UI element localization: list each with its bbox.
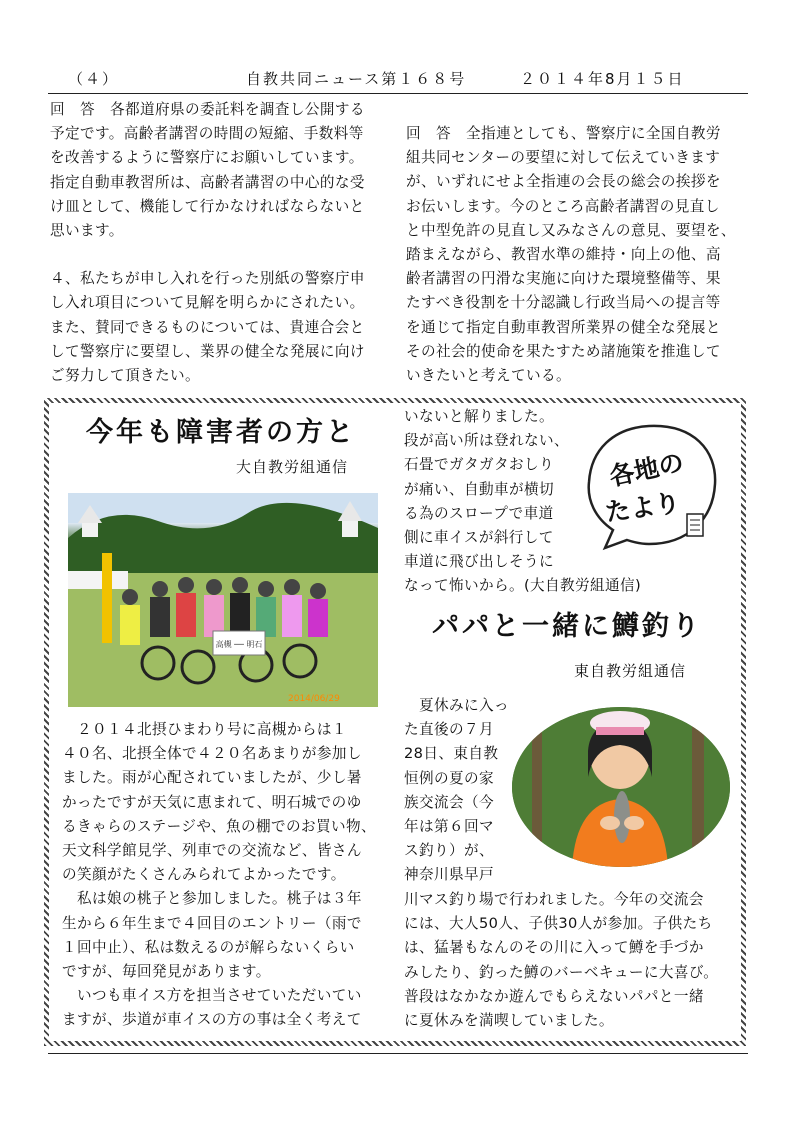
text-line: 齢者講習の円滑な実施に向けた環境整備等、果 — [406, 270, 721, 288]
text-line: かったですが天気に恵まれて、明石城でのゆ — [62, 793, 362, 811]
text-line: 石畳でガタガタおしり — [404, 456, 554, 474]
footer-rule — [48, 1053, 748, 1054]
text-line: に夏休みを満喫していました。 — [404, 1012, 614, 1030]
photo-date-stamp: 2014/06/29 — [288, 694, 340, 704]
text-line: 指定自動車教習所は、高齢者講習の中心的な受 — [50, 173, 365, 191]
text-line: るきゃらのステージや、魚の棚でのお買い物、 — [62, 817, 376, 835]
text-line: たすべき役割を十分認識し行政当局への提言等 — [406, 294, 721, 312]
text-line: 族交流会（今 — [404, 793, 494, 811]
text-line: の笑顔がたくさんみられてよかったです。 — [62, 866, 346, 884]
page-number: （４） — [68, 70, 120, 88]
text-line: る為のスロープで車道 — [404, 504, 554, 522]
badge-line2: たより — [603, 487, 682, 528]
article2-body-wide — [404, 888, 744, 1033]
article1-body — [62, 718, 402, 1033]
header-rule — [48, 93, 748, 94]
text-line — [50, 243, 400, 267]
text-line: 回 答 各都道府県の委託料を調査し公開する — [50, 101, 365, 118]
text-line: 神奈川県早戸 — [404, 866, 494, 884]
text-line: 思います。 — [50, 222, 124, 240]
article2-title: パパと一緒に鱒釣り — [432, 611, 702, 642]
text-line: ですが、毎回発見があります。 — [62, 963, 271, 981]
text-line: が痛い、自動車が横切 — [404, 480, 554, 498]
text-line: ２０１４北摂ひまわり号に高槻からは１ — [62, 721, 347, 738]
newsletter-title: 自教共同ニュース第１６８号 — [246, 70, 467, 88]
text-line: た直後の７月 — [404, 721, 494, 739]
text-line: ス釣り）が、 — [404, 842, 494, 860]
text-line: には、大人50人、子供30人が参加。子供たち — [404, 915, 713, 933]
text-line: １回中止）、私は数えるのが解らないくらい — [62, 938, 355, 956]
girl-photo-art — [512, 707, 730, 867]
text-line: して警察庁に要望し、業界の健全な発展に向け — [50, 342, 365, 360]
text-line: 段が高い所は登れない、 — [404, 432, 569, 450]
text-line: その社会的使命を果たすため諸施策を推進して — [406, 342, 721, 360]
text-line: いつも車イス方を担当させていただいてい — [62, 987, 362, 1005]
group-photo-art — [68, 493, 378, 707]
text-line: を改善するように警察庁にお願いしています。 — [50, 149, 364, 167]
text-line: し入れ項目について見解を明らかにされたい。 — [50, 294, 365, 312]
text-line: が、いずれにせよ全指連の会長の総会の挨拶を — [406, 173, 721, 191]
text-line: と中型免許の見直し又みなさんの意見、要望を、 — [406, 221, 736, 239]
text-line: 回 答 全指連としても、警察庁に全国自教労 — [406, 125, 721, 142]
text-line: ４０名、北摂全体で４２０名あまりが参加し — [62, 745, 362, 763]
text-line: ４、私たちが申し入れを行った別紙の警察庁申 — [50, 270, 365, 288]
text-line: 川マス釣り場で行われました。今年の交流会 — [404, 891, 704, 908]
text-line: 夏休みに入っ — [404, 697, 509, 714]
text-line: ますが、歩道が車イスの方の事は全く考えて — [62, 1011, 362, 1029]
text-line: 年は第６回マ — [404, 818, 494, 836]
article2-byline: 東自教労組通信 — [574, 662, 687, 680]
girl-with-fish-photo — [512, 707, 730, 867]
article1-title: 今年も障害者の方と — [86, 417, 356, 448]
text-line: なって怖いから。(大自教労組通信) — [404, 577, 642, 595]
text-line: 側に車イスが斜行して — [404, 529, 554, 547]
text-line: を通じて指定自動車教習所業界の健全な発展と — [406, 318, 721, 336]
article2-body-narrow — [404, 694, 516, 888]
text-line: 天文科学館見学、列車での交流など、皆さん — [62, 842, 362, 860]
issue-date: ２０１４年8月１５日 — [520, 70, 685, 88]
text-line: いきたいと考えている。 — [406, 367, 571, 385]
badge-line1: 各地の — [606, 447, 687, 492]
group-photo — [68, 493, 378, 707]
text-line: ご努力して頂きたい。 — [50, 367, 200, 385]
text-line: け皿として、機能して行かなければならないと — [50, 197, 365, 215]
text-line: 組共同センターの要望に対して伝えていきます — [406, 149, 721, 167]
text-line: 28日、東自教 — [404, 745, 499, 763]
text-line: 車道に飛び出しそうに — [404, 553, 554, 571]
photo-banner-text: 高槻 ── 明石 — [215, 640, 263, 649]
regional-news-badge — [583, 420, 721, 552]
text-line: ました。雨が心配されていましたが、少し暑 — [62, 769, 362, 787]
article1-byline: 大自教労組通信 — [236, 458, 349, 476]
text-line: お伝いします。今のところ高齢者講習の見直し — [406, 197, 720, 215]
text-line: 普段はなかなか遊んでもらえないパパと一緒 — [404, 987, 704, 1005]
text-line: 予定です。高齢者講習の時間の短縮、手数料等 — [50, 125, 364, 143]
text-line: いないと解りました。 — [404, 408, 554, 425]
top-right-column — [406, 122, 751, 388]
top-left-column — [50, 98, 400, 388]
speech-bubble-icon — [583, 420, 721, 552]
text-line: は、猛暑もなんのその川に入って鱒を手づか — [404, 939, 704, 957]
text-line: みしたり、釣った鱒のバーベキューに大喜び。 — [404, 963, 719, 981]
text-line: 踏まえながら、教習水準の維持・向上の他、高 — [406, 246, 721, 264]
text-line: 恒例の夏の家 — [404, 769, 494, 787]
text-line: 私は娘の桃子と参加しました。桃子は３年 — [62, 890, 362, 908]
text-line: 生から６年生まで４回目のエントリー（雨で — [62, 914, 362, 932]
text-line: また、賛同できるものについては、貴連合会と — [50, 318, 365, 336]
